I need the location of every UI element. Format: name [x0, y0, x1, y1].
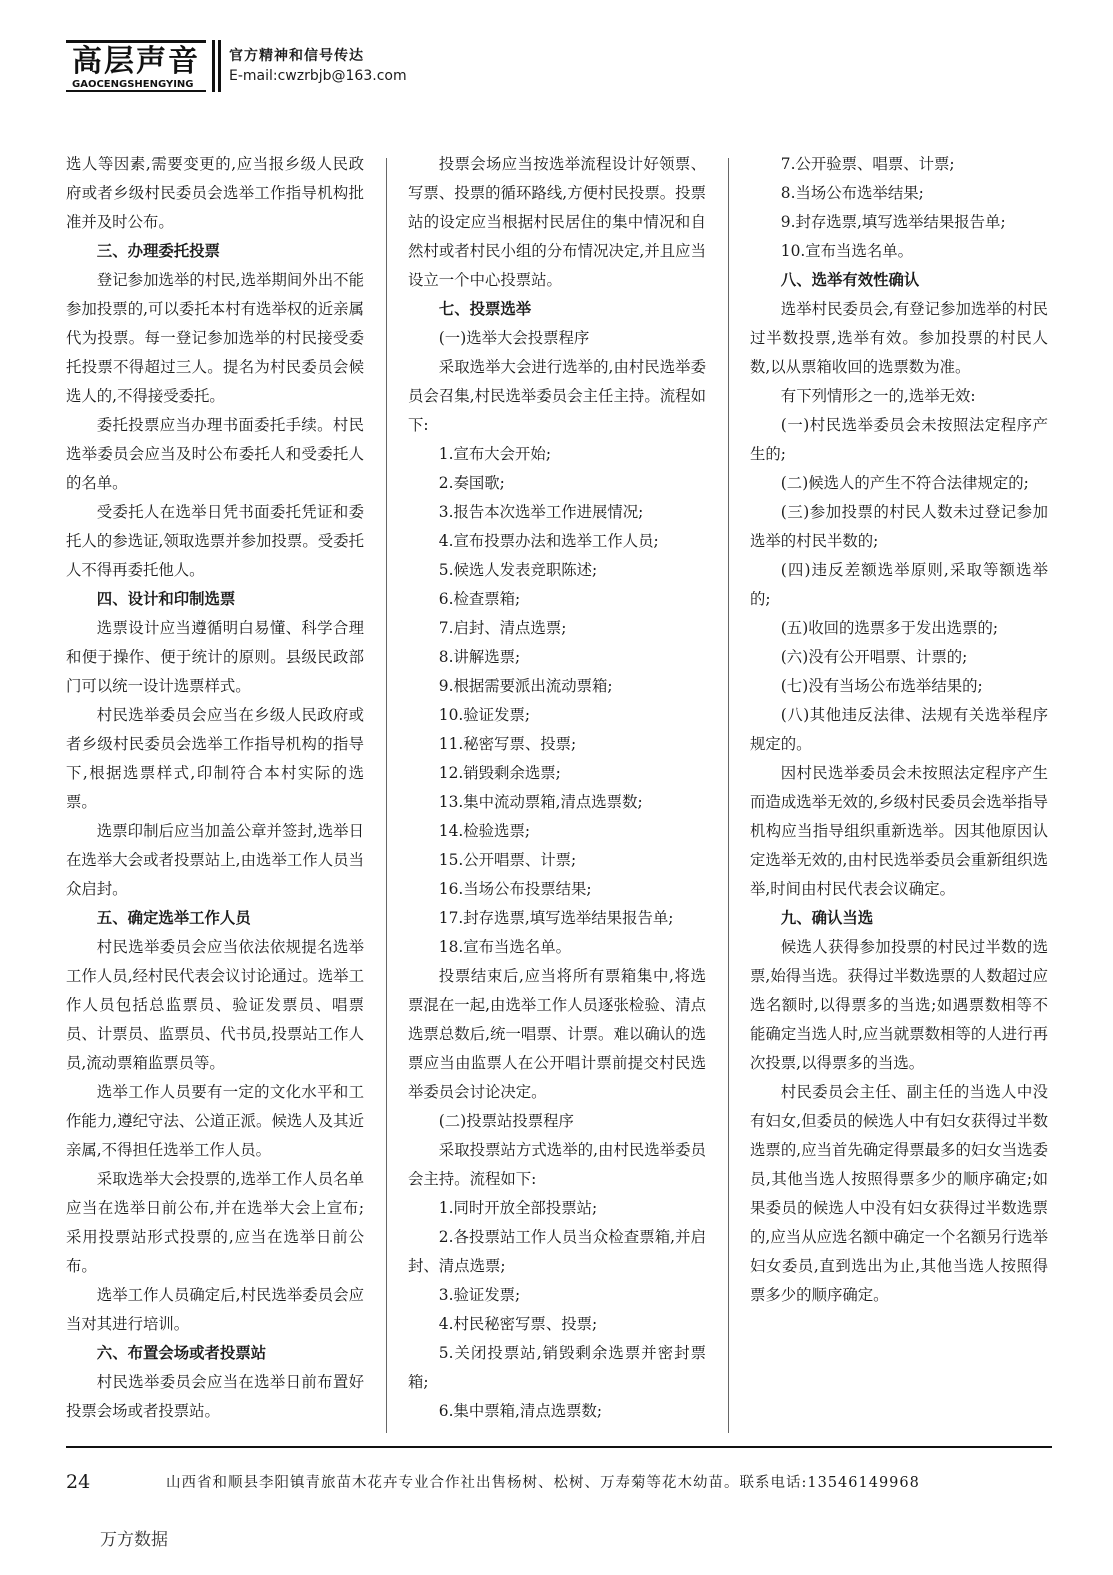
column-subtitle: GAOCENGSHENGYING: [72, 78, 194, 90]
paragraph: 1.同时开放全部投票站;: [438, 1199, 598, 1217]
paragraph: 6.集中票箱,清点选票数;: [438, 1402, 603, 1420]
paragraph: 9.根据需要派出流动票箱;: [438, 677, 613, 695]
paragraph: 因村民选举委员会未按照法定程序产生而造成选举无效的,乡级村民委员会选举指导机构应当指导组织重新选举。因其他原因认定选举无效的,由村民选举委员会重新组织选举,时间由村民代表会议确定。: [750, 764, 1048, 898]
masthead-bars: [212, 40, 221, 92]
article-body: [66, 150, 1052, 1432]
paragraph: 采取选举大会进行选举的,由村民选举委员会召集,村民选举委员会主任主持。流程如下:: [408, 358, 706, 434]
paragraph: 采取选举大会投票的,选举工作人员名单应当在选举日前公布,并在选举大会上宣布;采用投票站形式投票的,应当在选举日前公布。: [66, 1170, 364, 1275]
section-heading: 八、选举有效性确认: [780, 271, 920, 289]
paragraph: (二)候选人的产生不符合法律规定的;: [780, 474, 1029, 492]
paragraph: 选举工作人员要有一定的文化水平和工作能力,遵纪守法、公道正派。候选人及其近亲属,不得担任选举工作人员。: [66, 1083, 364, 1159]
paragraph: (一)村民选举委员会未按照法定程序产生的;: [750, 416, 1048, 463]
masthead-logo: [66, 40, 206, 92]
paragraph: 委托投票应当办理书面委托手续。村民选举委员会应当及时公布委托人和受委托人的名单。: [66, 416, 364, 492]
paragraph: 登记参加选举的村民,选举期间外出不能参加投票的,可以委托本村有选举权的近亲属代为投票。每一登记参加选举的村民接受委托投票不得超过三人。提名为村民委员会候选人的,不得接受委托。: [66, 271, 364, 405]
masthead: [66, 40, 407, 92]
paragraph: 8.当场公布选举结果;: [780, 184, 924, 202]
paragraph: (五)收回的选票多于发出选票的;: [780, 619, 999, 637]
paragraph: 村民委员会主任、副主任的当选人中没有妇女,但委员的候选人中有妇女获得过半数选票的,应当首先确定得票最多的妇女当选委员,其他当选人按照得票多少的顺序确定;如果委员的候选人中没有妇女获得过半数选票的,应当从应选名额中确定一个名额另行选举妇女委员,直到选出为止,其他当选人按照得票多少的顺序确定。: [750, 1083, 1048, 1304]
text-column-3: [750, 150, 1048, 1310]
paragraph: 9.封存选票,填写选举结果报告单;: [780, 213, 1006, 231]
paragraph: 13.集中流动票箱,清点选票数;: [438, 793, 643, 811]
watermark: 万方数据: [100, 1530, 168, 1550]
paragraph: (七)没有当场公布选举结果的;: [780, 677, 983, 695]
paragraph: 10.宣布当选名单。: [780, 242, 914, 260]
paragraph: 17.封存选票,填写选举结果报告单;: [438, 909, 674, 927]
paragraph: 18.宣布当选名单。: [438, 938, 572, 956]
paragraph: 投票结束后,应当将所有票箱集中,将选票混在一起,由选举工作人员逐张检验、清点选票总数后,统一唱票、计票。难以确认的选票应当由监票人在公开唱计票前提交村民选举委员会讨论决定。: [408, 967, 706, 1101]
text-column-1: [66, 150, 364, 1426]
paragraph: 3.验证发票;: [438, 1286, 521, 1304]
paragraph: 7.公开验票、唱票、计票;: [780, 155, 955, 173]
paragraph: 2.奏国歌;: [438, 474, 505, 492]
paragraph: 3.报告本次选举工作进展情况;: [438, 503, 644, 521]
paragraph: 11.秘密写票、投票;: [438, 735, 577, 753]
paragraph: 选举工作人员确定后,村民选举委员会应当对其进行培训。: [66, 1286, 364, 1333]
paragraph: 选票印制后应当加盖公章并签封,选举日在选举大会或者投票站上,由选举工作人员当众启封。: [66, 822, 364, 898]
paragraph: (四)违反差额选举原则,采取等额选举的;: [750, 561, 1048, 608]
column-divider: [386, 158, 387, 1433]
paragraph: (六)没有公开唱票、计票的;: [780, 648, 968, 666]
paragraph: 选举村民委员会,有登记参加选举的村民过半数投票,选举有效。参加投票的村民人数,以从票箱收回的选票数为准。: [750, 300, 1048, 376]
section-heading: 三、办理委托投票: [96, 242, 220, 260]
column-title: 高层声音: [72, 43, 200, 79]
paragraph: 选票设计应当遵循明白易懂、科学合理和便于操作、便于统计的原则。县级民政部门可以统一设计选票样式。: [66, 619, 364, 695]
paragraph: 1.宣布大会开始;: [438, 445, 552, 463]
paragraph: 7.启封、清点选票;: [438, 619, 567, 637]
paragraph: 5.关闭投票站,销毁剩余选票并密封票箱;: [408, 1344, 706, 1391]
section-heading: 六、布置会场或者投票站: [96, 1344, 267, 1362]
section-heading: 七、投票选举: [438, 300, 532, 318]
column-slogan: 官方精神和信号传达: [229, 48, 364, 64]
paragraph: (三)参加投票的村民人数未过登记参加选举的村民半数的;: [750, 503, 1048, 550]
paragraph: 村民选举委员会应当在选举日前布置好投票会场或者投票站。: [66, 1373, 364, 1420]
paragraph: 12.销毁剩余选票;: [438, 764, 561, 782]
paragraph: (二)投票站投票程序: [438, 1112, 574, 1130]
masthead-info: [229, 40, 407, 92]
section-heading: 九、确认当选: [780, 909, 874, 927]
paragraph: 受委托人在选举日凭书面委托凭证和委托人的参选证,领取选票并参加投票。受委托人不得再委托他人。: [66, 503, 364, 579]
paragraph: 5.候选人发表竞职陈述;: [438, 561, 598, 579]
paragraph: 15.公开唱票、计票;: [438, 851, 577, 869]
paragraph: 村民选举委员会应当依法依规提名选举工作人员,经村民代表会议讨论通过。选举工作人员包括总监票员、验证发票员、唱票员、计票员、监票员、代书员,投票站工作人员,流动票箱监票员等。: [66, 938, 364, 1072]
paragraph: 投票会场应当按选举流程设计好领票、写票、投票的循环路线,方便村民投票。投票站的设定应当根据村民居住的集中情况和自然村或者村民小组的分布情况决定,并且应当设立一个中心投票站。: [408, 155, 706, 289]
paragraph: 采取投票站方式选举的,由村民选举委员会主持。流程如下:: [408, 1141, 706, 1188]
footer-advertisement: 山西省和顺县李阳镇青旅苗木花卉专业合作社出售杨树、松树、万寿菊等花木幼苗。联系电话:13546149968: [166, 1475, 920, 1491]
paragraph: 8.讲解选票;: [438, 648, 521, 666]
paragraph: 选人等因素,需要变更的,应当报乡级人民政府或者乡级村民委员会选举工作指导机构批准并及时公布。: [66, 155, 364, 231]
paragraph: 候选人获得参加投票的村民过半数的选票,始得当选。获得过半数选票的人数超过应选名额时,以得票多的当选;如遇票数相等不能确定当选人时,应当就票数相等的人进行再次投票,以得票多的当选。: [750, 938, 1048, 1072]
paragraph: 有下列情形之一的,选举无效:: [780, 387, 976, 405]
contact-email: E-mail:cwzrbjb@163.com: [229, 68, 407, 84]
section-heading: 四、设计和印制选票: [96, 590, 236, 608]
text-column-2: [408, 150, 706, 1426]
paragraph: 16.当场公布投票结果;: [438, 880, 592, 898]
section-heading: 五、确定选举工作人员: [96, 909, 251, 927]
paragraph: 14.检验选票;: [438, 822, 531, 840]
page-number: 24: [66, 1471, 91, 1493]
footer-rule: [66, 1446, 1052, 1448]
paragraph: (一)选举大会投票程序: [438, 329, 590, 347]
paragraph: 4.村民秘密写票、投票;: [438, 1315, 598, 1333]
column-divider: [728, 158, 729, 1433]
paragraph: 2.各投票站工作人员当众检查票箱,并启封、清点选票;: [408, 1228, 706, 1275]
paragraph: 4.宣布投票办法和选举工作人员;: [438, 532, 659, 550]
paragraph: 村民选举委员会应当在乡级人民政府或者乡级村民委员会选举工作指导机构的指导下,根据选票样式,印制符合本村实际的选票。: [66, 706, 364, 811]
paragraph: 10.验证发票;: [438, 706, 531, 724]
paragraph: 6.检查票箱;: [438, 590, 521, 608]
paragraph: (八)其他违反法律、法规有关选举程序规定的。: [750, 706, 1048, 753]
